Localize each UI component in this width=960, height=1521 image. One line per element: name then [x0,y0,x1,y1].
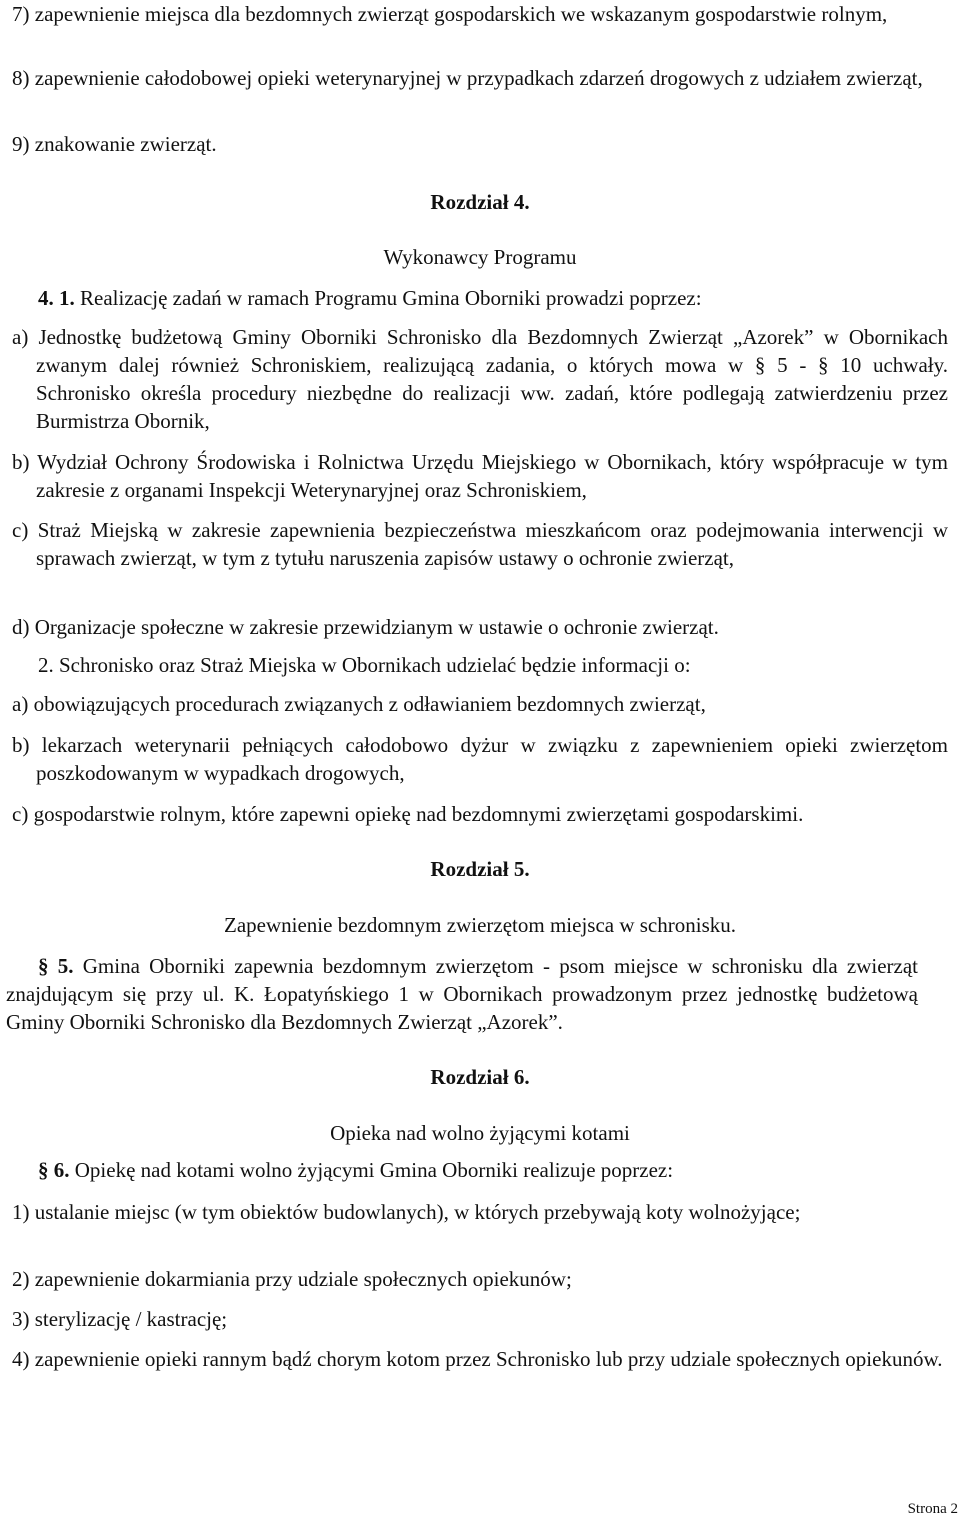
list-item-7: 7) zapewnienie miejsca dla bezdomnych zwierząt gospodarskich we wskazanym gospodarstwie rolnym, [12,2,888,26]
cats-item-4: 4) zapewnienie opieki rannym bądź chorym kotom przez Schronisko lub przy udziale społecznych opiekunów. [12,1347,943,1371]
info-item-b: b) lekarzach weterynarii pełniących całodobowo dyżur w związku z zapewnieniem opieki zwierzętom poszkodowanym w wypadkach drogowych, [12,733,948,785]
chapter-5-paragraph [6,952,918,1036]
info-item-a: a) obowiązujących procedurach związanych z odławianiem bezdomnych zwierząt, [12,692,706,716]
list-item-b: b) Wydział Ochrony Środowiska i Rolnictwa Urzędu Miejskiego w Obornikach, który współpracuje w tym zakresie z organami Inspekcji Weterynaryjnej oraz Schroniskiem, [12,450,948,502]
chapter-4-subtitle: Wykonawcy Programu [383,245,577,269]
paragraph-number: § 5. [38,954,74,978]
info-item-c: c) gospodarstwie rolnym, które zapewni opiekę nad bezdomnymi zwierzętami gospodarskimi. [12,802,804,826]
chapter-6-paragraph [6,1156,918,1184]
page-number: Strona 2 [907,1501,958,1517]
cats-item-1: 1) ustalanie miejsc (w tym obiektów budowlanych), w których przebywają koty wolnożyjące; [12,1200,801,1224]
paragraph-text: Opiekę nad kotami wolno żyjącymi Gmina Oborniki realizuje poprzez: [69,1158,674,1182]
chapter-5-heading: Rozdział 5. [430,857,530,881]
cats-item-3: 3) sterylizację / kastrację; [12,1307,228,1331]
paragraph-text: Realizację zadań w ramach Programu Gmina Oborniki prowadzi poprzez: [74,286,702,310]
chapter-4-heading: Rozdział 4. [430,190,530,214]
chapter-5-subtitle: Zapewnienie bezdomnym zwierzętom miejsca w schronisku. [224,913,736,937]
chapter-6-subtitle: Opieka nad wolno żyjącymi kotami [330,1121,630,1145]
paragraph-number: 4. 1. [38,286,75,310]
paragraph-number: § 6. [38,1158,70,1182]
chapter-4-paragraph-1 [6,284,918,312]
list-item-a: a) Jednostkę budżetową Gminy Oborniki Schronisko dla Bezdomnych Zwierząt „Azorek” w Obornikach zwanym dalej również Schroniskiem, realizującą zadania, o których mowa w § 5 - § 10 uchwały. Schronisko określa procedury niezbędne do realizacji ww. zadań, które podlegają zatwierdzeniu przez Burmistrza Obornik, [12,325,948,433]
chapter-4-paragraph-2: 2. Schronisko oraz Straż Miejska w Obornikach udzielać będzie informacji o: [38,653,691,677]
list-item-9: 9) znakowanie zwierząt. [12,132,217,156]
list-item-d: d) Organizacje społeczne w zakresie przewidzianym w ustawie o ochronie zwierząt. [12,615,719,639]
list-item-8: 8) zapewnienie całodobowej opieki weterynaryjnej w przypadkach zdarzeń drogowych z udziałem zwierząt, [12,66,923,90]
cats-item-2: 2) zapewnienie dokarmiania przy udziale społecznych opiekunów; [12,1267,572,1291]
paragraph-text: Gmina Oborniki zapewnia bezdomnym zwierzętom - psom miejsce w schronisku dla zwierząt znajdującym się przy ul. K. Łopatyńskiego 1 w Obornikach prowadzonym przez jednostkę budżetową Gminy Oborniki Schronisko dla Bezdomnych Zwierząt „Azorek”. [6,954,918,1034]
list-item-c: c) Straż Miejską w zakresie zapewnienia bezpieczeństwa mieszkańcom oraz podejmowania interwencji w sprawach zwierząt, w tym z tytułu naruszenia zapisów ustawy o ochronie zwierząt, [12,518,948,570]
chapter-6-heading: Rozdział 6. [430,1065,530,1089]
